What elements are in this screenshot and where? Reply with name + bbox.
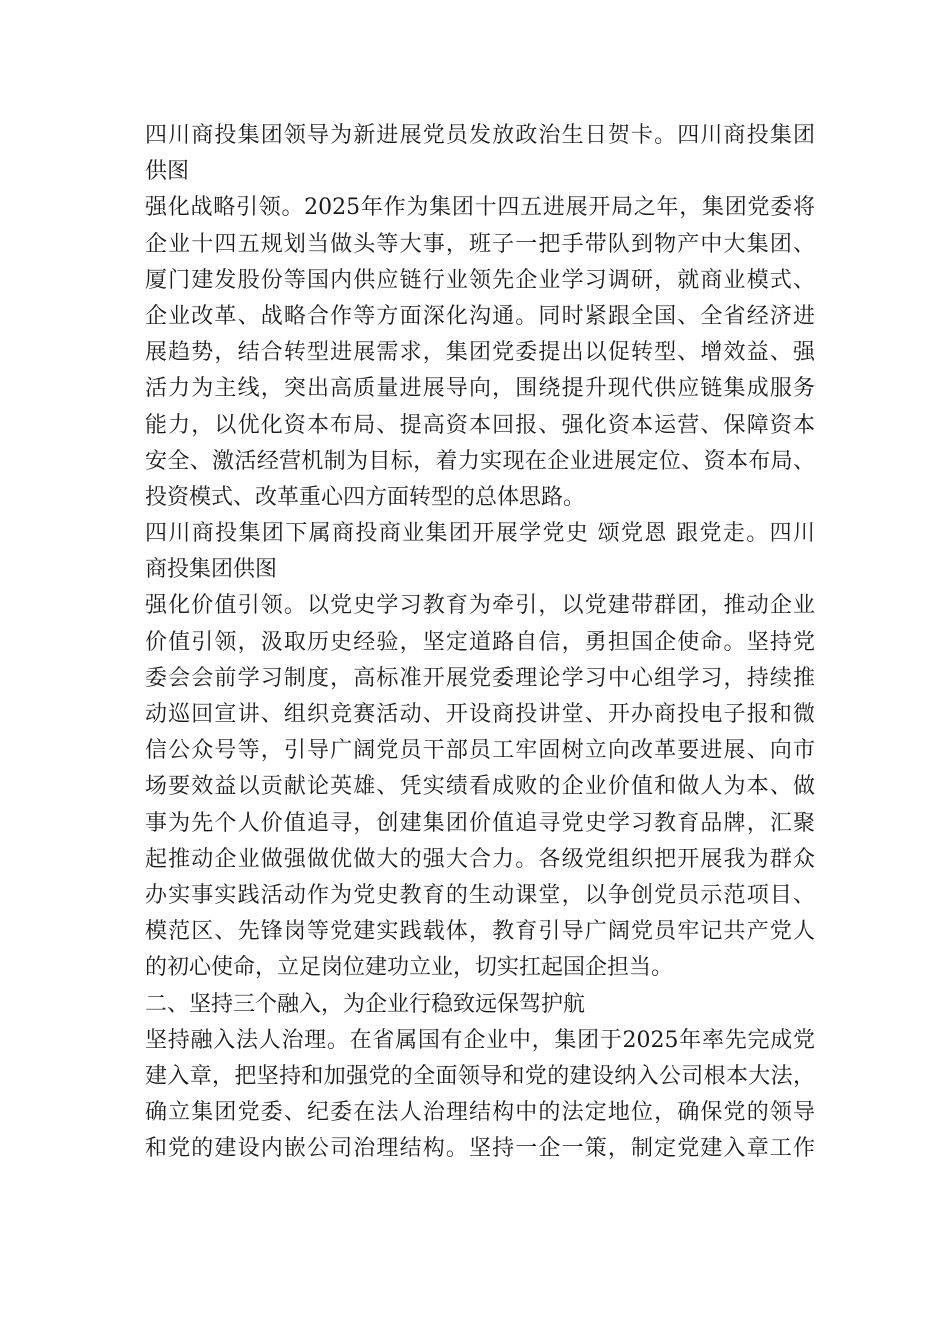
section-heading: 二、坚持三个融入，为企业行稳致远保驾护航: [145, 991, 586, 1017]
paragraph-line: 委会会前学习制度，高标准开展党委理论学习中心组学习，持续推: [145, 665, 815, 691]
photo-caption-line: 商投集团供图: [145, 557, 278, 583]
paragraph-line: 起推动企业做强做优做大的强大合力。各级党组织把开展我为群众: [145, 846, 815, 872]
paragraph-line: 活力为主线，突出高质量进展导向，围绕提升现代供应链集成服务: [145, 376, 815, 402]
paragraph-line: 企业十四五规划当做头等大事，班子一把手带队到物产中大集团、: [145, 231, 815, 257]
paragraph-line: 厦门建发股份等国内供应链行业领先企业学习调研，就商业模式、: [145, 267, 815, 293]
paragraph-line: 价值引领，汲取历史经验，坚定道路自信，勇担国企使命。坚持党: [145, 629, 815, 655]
paragraph-line: 建入章，把坚持和加强党的全面领导和党的建设纳入公司根本大法，: [145, 1063, 815, 1089]
paragraph-line: 投资模式、改革重心四方面转型的总体思路。: [145, 484, 586, 510]
paragraph-line: 安全、激活经营机制为目标，着力实现在企业进展定位、资本布局、: [145, 448, 815, 474]
paragraph-line: 模范区、先锋岗等党建实践载体，教育引导广阔党员牢记共产党人: [145, 919, 815, 945]
paragraph-line: 办实事实践活动作为党史教育的生动课堂，以争创党员示范项目、: [145, 882, 815, 908]
paragraph-line: 场要效益以贡献论英雄、凭实绩看成败的企业价值和做人为本、做: [145, 774, 815, 800]
photo-caption-line: 四川商投集团下属商投商业集团开展学党史 颂党恩 跟党走。四川: [145, 521, 815, 547]
paragraph-line: 确立集团党委、纪委在法人治理结构中的法定地位，确保党的领导: [145, 1100, 815, 1126]
photo-caption-line: 四川商投集团领导为新进展党员发放政治生日贺卡。四川商投集团: [145, 123, 815, 148]
paragraph-line: 能力，以优化资本布局、提高资本回报、强化资本运营、保障资本: [145, 412, 815, 438]
paragraph-line: 和党的建设内嵌公司治理结构。坚持一企一策，制定党建入章工作: [145, 1136, 815, 1162]
document-body: [145, 118, 815, 1167]
paragraph-line: 动巡回宣讲、组织竞赛活动、开设商投讲堂、开办商投电子报和微: [145, 702, 815, 727]
paragraph-line: 坚持融入法人治理。在省属国有企业中，集团于2025年率先完成党: [145, 1027, 815, 1053]
paragraph-line: 强化战略引领。2025年作为集团十四五进展开局之年，集团党委将: [145, 195, 815, 221]
paragraph-line: 展趋势，结合转型进展需求，集团党委提出以促转型、增效益、强: [145, 340, 815, 366]
paragraph-line: 信公众号等，引导广阔党员干部员工牢固树立向改革要进展、向市: [145, 738, 815, 764]
paragraph-line: 企业改革、战略合作等方面深化沟通。同时紧跟全国、全省经济进: [145, 303, 815, 329]
paragraph-line: 事为先个人价值追寻，创建集团价值追寻党史学习教育品牌，汇聚: [145, 810, 815, 836]
paragraph-line: 的初心使命，立足岗位建功立业，切实扛起国企担当。: [145, 955, 674, 981]
photo-caption-line: 供图: [145, 159, 190, 185]
paragraph-line: 强化价值引领。以党史学习教育为牵引，以党建带群团，推动企业: [145, 593, 815, 619]
